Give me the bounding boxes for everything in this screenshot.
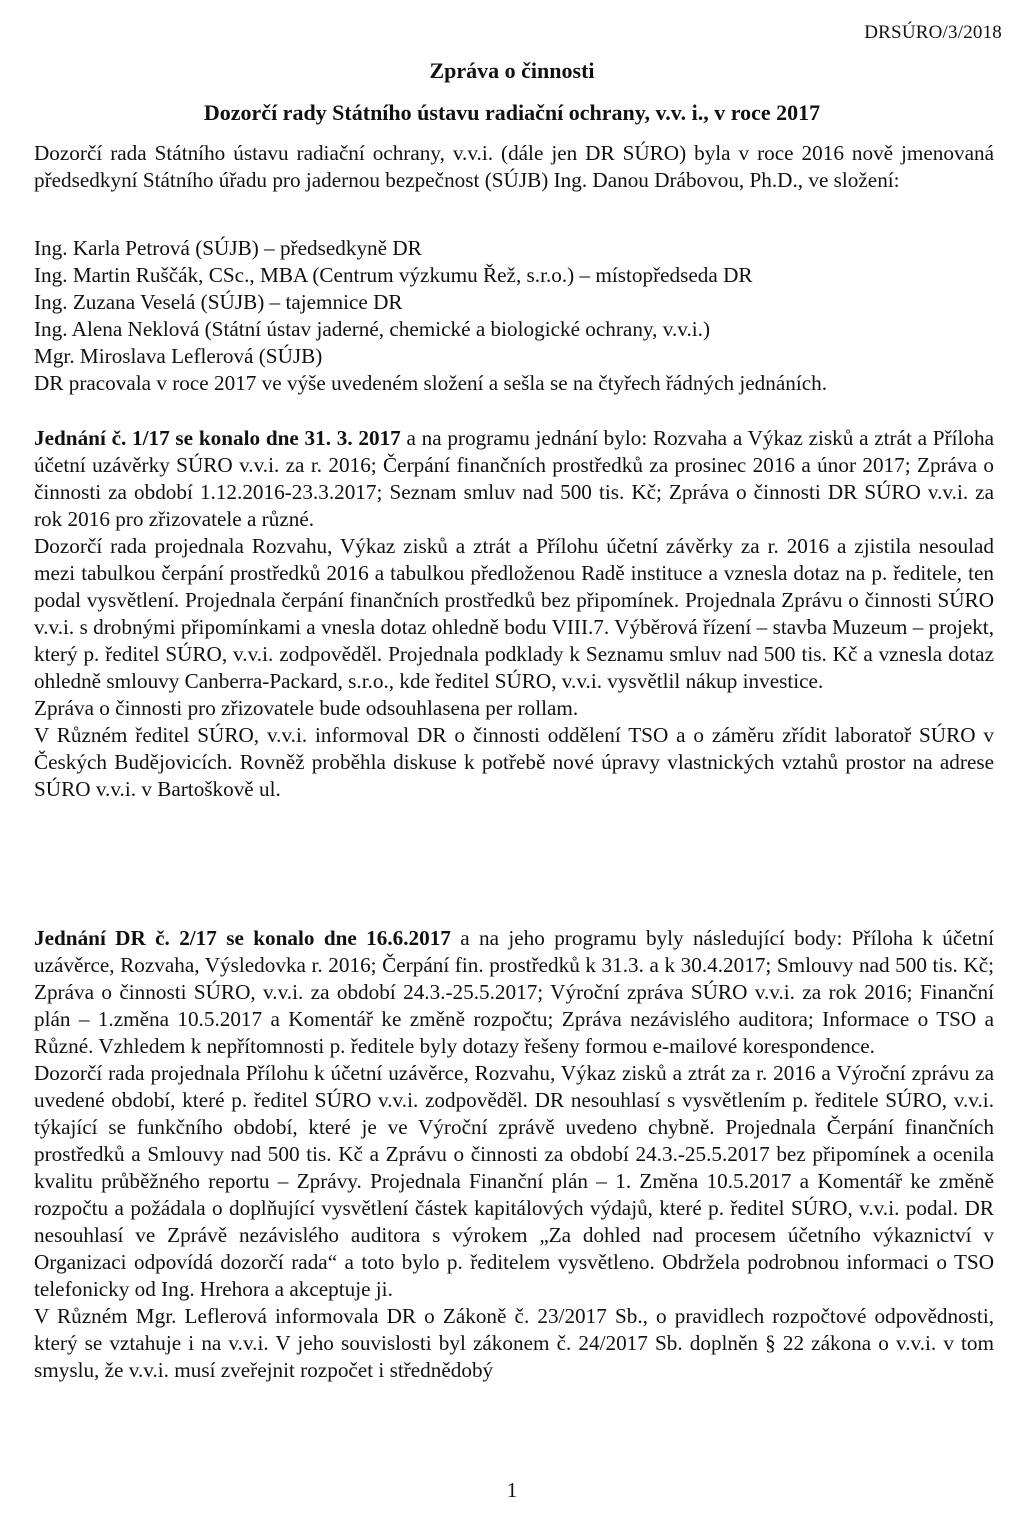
document-reference: DRSÚRO/3/2018 <box>864 22 1002 43</box>
member-item: Ing. Alena Neklová (Státní ústav jaderné, chemické a biologické ochrany, v.v.i.) <box>34 317 711 341</box>
meeting-2-various: V Různém Mgr. Leflerová informovala DR o Zákoně č. 23/2017 Sb., o pravidlech rozpočtové odpovědnosti, který se vztahuje i na v.v.i. V jeho souvislosti byl zákonem č. 24/2017 Sb. doplněn § 22 zákona o v.v.i. v tom smyslu, že v.v.i. musí zveřejnit rozpočet i střednědobý <box>34 1304 994 1382</box>
meeting-2-discussion: Dozorčí rada projednala Přílohu k účetní uzávěrce, Rozvahu, Výkaz zisků a ztrát za r. 2016 a Výroční zprávu za uvedené období, které p. ředitel SÚRO v.v.i. zodpověděl. DR nesouhlasí s vysvětlením p. ředitele SÚRO, v.v.i. týkající se funkčního období, které je ve Výroční zprávě uvedeno chybně. Projednala Čerpání finančních prostředků a Smlouvy nad 500 tis. Kč a Zprávu o činnosti za období 24.3.-25.5.2017 bez připomínek a ocenila kvalitu průběžného reportu – Zprávy. Projednala Finanční plán – 1. Změna 10.5.2017 a Komentář ke změně rozpočtu a požádala o doplňující vysvětlení částek kapitálových výdajů, které p. ředitel SÚRO, v.v.i. podal. DR nesouhlasí ve Zprávě nezávislého auditora s výrokem „Za dohled nad procesem účetního výkaznictví v Organizaci odpovídá dozorčí rada“ a toto bylo p. ředitelem vysvětleno. Obdržela podrobnou informaci o TSO telefonicky od Ing. Hrehora a akceptuje ji. <box>34 1061 994 1301</box>
meeting-2-heading: Jednání DR č. 2/17 se konalo dne 16.6.2017 <box>34 926 451 950</box>
meeting-1-heading: Jednání č. 1/17 se konalo dne 31. 3. 2017 <box>34 426 401 450</box>
member-list <box>34 235 994 397</box>
page-number: 1 <box>506 1478 518 1502</box>
meeting-1-various: V Různém ředitel SÚRO, v.v.i. informoval DR o činnosti oddělení TSO a o záměru zřídit laboratoř SÚRO v Českých Budějovicích. Rovněž proběhla diskuse k potřebě nové úpravy vlastnických vztahů prostor na adrese SÚRO v.v.i. v Bartoškově ul. <box>34 723 994 801</box>
meeting-1-note: Zpráva o činnosti pro zřizovatele bude odsouhlasena per rollam. <box>34 696 579 720</box>
summary-line: DR pracovala v roce 2017 ve výše uvedeném složení a sešla se na čtyřech řádných jednáních. <box>34 371 828 395</box>
meeting-1-agenda <box>34 425 994 533</box>
intro-paragraph <box>34 140 994 194</box>
member-item: Ing. Martin Ruščák, CSc., MBA (Centrum výzkumu Řež, s.r.o.) – místopředseda DR <box>34 263 753 287</box>
meeting-2-agenda <box>34 925 994 1060</box>
member-item: Ing. Zuzana Veselá (SÚJB) – tajemnice DR <box>34 290 403 314</box>
meeting-1-agenda-text: a na programu jednání bylo: Rozvaha a Výkaz zisků a ztrát a Příloha účetní uzávěrky SÚRO v.v.i. za r. 2016; Čerpání finančních prostředků za prosinec 2016 a únor 2017; Zpráva o činnosti za období 1.12.2016-23.3.2017; Seznam smluv nad 500 tis. Kč; Zpráva o činnosti DR SÚRO v.v.i. za rok 2016 pro zřizovatele a různé. <box>34 426 994 531</box>
meeting-2-agenda-text: a na jeho programu byly následující body: Příloha k účetní uzávěrce, Rozvaha, Výsledovka r. 2016; Čerpání fin. prostředků k 31.3. a k 30.4.2017; Smlouvy nad 500 tis. Kč; Zpráva o činnosti SÚRO, v.v.i. za období 24.3.-25.5.2017; Výroční zpráva SÚRO v.v.i. za rok 2016; Finanční plán – 1.změna 10.5.2017 a Komentář ke změně rozpočtu; Zpráva nezávislého auditora; Informace o TSO a Různé. Vzhledem k nepřítomnosti p. ředitele byly dotazy řešeny formou e-mailové korespondence. <box>34 926 995 1058</box>
member-item: Mgr. Miroslava Leflerová (SÚJB) <box>34 344 323 368</box>
intro-text: Dozorčí rada Státního ústavu radiační ochrany, v.v.i. (dále jen DR SÚRO) byla v roce 2016 nově jmenovaná předsedkyní Státního úřadu pro jadernou bezpečnost (SÚJB) Ing. Danou Drábovou, Ph.D., ve složení: <box>34 141 994 192</box>
meeting-1-discussion: Dozorčí rada projednala Rozvahu, Výkaz zisků a ztrát a Přílohu účetní závěrky za r. 2016 a zjistila nesoulad mezi tabulkou čerpání prostředků 2016 a tabulkou předloženou Radě instituce a vznesla dotaz na p. ředitele, ten podal vysvětlení. Projednala čerpání finančních prostředků bez připomínek. Projednala Zprávu o činnosti SÚRO v.v.i. s drobnými připomínkami a vnesla dotaz ohledně bodu VIII.7. Výběrová řízení – stavba Muzeum – projekt, který p. ředitel SÚRO, v.v.i. zodpověděl. Projednala podklady k Seznamu smluv nad 500 tis. Kč a vznesla dotaz ohledně smlouvy Canberra-Packard, s.r.o., kde ředitel SÚRO, v.v.i. vysvětlil nákup investice. <box>34 534 994 693</box>
meeting-1-section <box>34 425 994 803</box>
member-item: Ing. Karla Petrová (SÚJB) – předsedkyně DR <box>34 236 422 260</box>
meeting-2-section <box>34 925 994 1384</box>
report-title: Zpráva o činnosti <box>429 58 595 83</box>
report-subtitle: Dozorčí rady Státního ústavu radiační ochrany, v.v. i., v roce 2017 <box>203 100 821 125</box>
